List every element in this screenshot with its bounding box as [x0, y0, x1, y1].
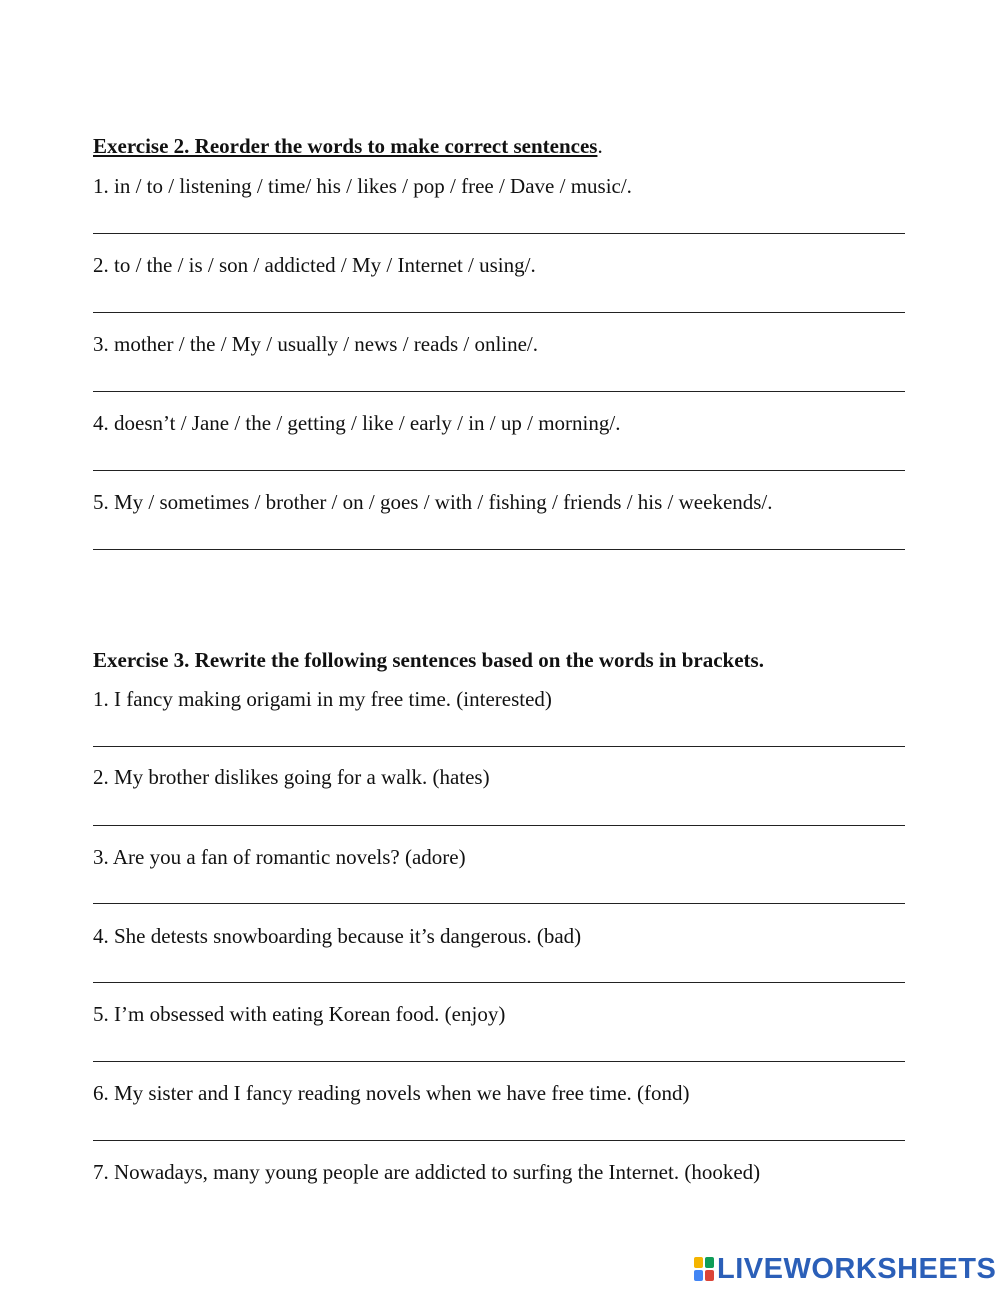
exercise-3-heading: Exercise 3. Rewrite the following sentences based on the words in brackets. — [93, 648, 764, 672]
exercise-2-answer-line-3[interactable] — [93, 391, 905, 392]
exercise-3-item-1: 1. I fancy making origami in my free time. (interested) — [93, 687, 552, 711]
exercise-3-item-7: 7. Nowadays, many young people are addicted to surfing the Internet. (hooked) — [93, 1160, 761, 1184]
exercise-2-answer-line-5[interactable] — [93, 549, 905, 550]
exercise-3-item-5: 5. I’m obsessed with eating Korean food. (enjoy) — [93, 1002, 506, 1026]
exercise-2-item-5: 5. My / sometimes / brother / on / goes / with / fishing / friends / his / weekends/. — [93, 490, 773, 514]
exercise-2-item-4: 4. doesn’t / Jane / the / getting / like / early / in / up / morning/. — [93, 411, 621, 435]
exercise-3-answer-line-1[interactable] — [93, 746, 905, 747]
exercise-2-item-1: 1. in / to / listening / time/ his / likes / pop / free / Dave / music/. — [93, 174, 632, 198]
exercise-3-answer-line-3[interactable] — [93, 903, 905, 904]
exercise-3-item-2: 2. My brother dislikes going for a walk. (hates) — [93, 765, 490, 789]
exercise-2-answer-line-1[interactable] — [93, 233, 905, 234]
exercise-3-item-4: 4. She detests snowboarding because it’s dangerous. (bad) — [93, 924, 582, 948]
exercise-3-answer-line-6[interactable] — [93, 1140, 905, 1141]
exercise-2-answer-line-2[interactable] — [93, 312, 905, 313]
exercise-2-heading — [93, 133, 603, 159]
exercise-3-answer-line-2[interactable] — [93, 825, 905, 826]
exercise-3-answer-line-5[interactable] — [93, 1061, 905, 1062]
logo-text: LIVEWORKSHEETS — [717, 1253, 997, 1285]
exercise-3-item-3: 3. Are you a fan of romantic novels? (adore) — [93, 845, 466, 869]
exercise-3-item-6: 6. My sister and I fancy reading novels when we have free time. (fond) — [93, 1081, 690, 1105]
liveworksheets-mark-icon — [694, 1257, 714, 1281]
exercise-2-item-2: 2. to / the / is / son / addicted / My / Internet / using/. — [93, 253, 536, 277]
exercise-2-heading-text: Exercise 2. Reorder the words to make correct sentences — [93, 134, 598, 158]
exercise-3-answer-line-4[interactable] — [93, 982, 905, 983]
exercise-2-item-3: 3. mother / the / My / usually / news / reads / online/. — [93, 332, 539, 356]
exercise-2-heading-period: . — [597, 134, 603, 158]
liveworksheets-logo — [694, 1254, 996, 1284]
exercise-2-answer-line-4[interactable] — [93, 470, 905, 471]
